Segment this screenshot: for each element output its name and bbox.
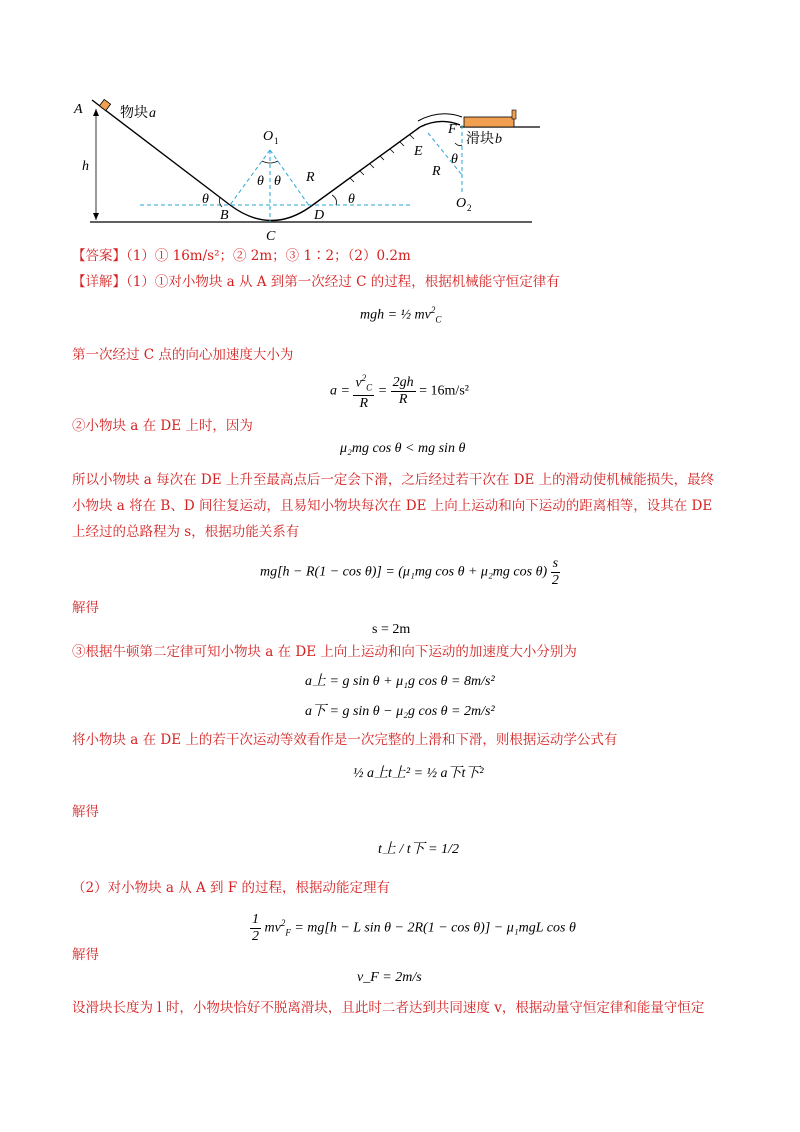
label-theta-4: θ <box>348 192 355 207</box>
detail-line-10: 解得 <box>72 804 99 820</box>
equation-9: t上 / t下 = 1/2 <box>378 842 460 857</box>
label-R1: R <box>306 170 315 185</box>
label-O1: O <box>263 129 274 144</box>
answer-line <box>72 246 411 266</box>
label-block-a: 物块 <box>120 105 148 121</box>
label-block-a-var: a <box>149 106 156 121</box>
label-theta-2: θ <box>257 174 264 189</box>
detail-line-2: 第一次经过 C 点的向心加速度大小为 <box>72 347 294 363</box>
label-slider-b-var: b <box>495 132 502 147</box>
equation-10-text: mg[h − L sin θ − 2R(1 − cos θ)] − μ₁mgL cos θ <box>307 920 576 936</box>
equation-6: a上 = g sin θ + μ₁g cos θ = 8m/s² <box>305 674 495 689</box>
label-O2-sub: 2 <box>467 203 472 213</box>
label-h: h <box>82 159 89 174</box>
detail-line-6: 上经过的总路程为 s，根据功能关系有 <box>72 524 300 540</box>
detail-line-5: 小物块 a 将在 B、D 间往复运动，且易知小物块每次在 DE 上向上运动和向下运动的距离相等，设其在 DE <box>72 498 713 514</box>
equation-3: μ₂mg cos θ < mg sin θ <box>340 441 466 456</box>
label-R2: R <box>432 164 441 179</box>
equation-8: ½ a上t上² = ½ a下t下² <box>353 766 484 781</box>
equation-11: v_F = 2m/s <box>357 970 422 985</box>
detail-line-1 <box>72 272 560 292</box>
answer-text: （1）① 16m/s²；② 2m；③ 1∶2；（2）0.2m <box>126 248 411 264</box>
physics-diagram <box>70 95 550 245</box>
equation-2: a = $\frac{v^2_C}{R}$ = $\frac{2gh}{R}$ = 16m/s² <box>330 370 469 412</box>
label-E: E <box>414 144 423 159</box>
label-O1-sub: 1 <box>274 136 279 146</box>
equation-1-text: mgh = ½ mv <box>360 307 431 323</box>
equation-2-lhs: a = <box>330 383 350 399</box>
detail-text-1: （1）①对小物块 a 从 A 到第一次经过 C 的过程，根据机械能守恒定律有 <box>126 274 560 290</box>
label-D: D <box>314 208 325 223</box>
equation-1: mgh = ½ $mv^2_C$ <box>360 305 442 325</box>
detail-line-13: 设滑块长度为 l 时，小物块恰好不脱离滑块，且此时二者达到共同速度 v，根据动量守恒定律和能量守恒定 <box>72 1000 705 1016</box>
label-theta-1: θ <box>202 192 209 207</box>
detail-tag: 【详解】 <box>72 274 126 290</box>
equation-5: s = 2m <box>372 622 411 637</box>
detail-line-11: （2）对小物块 a 从 A 到 F 的过程，根据动能定理有 <box>72 880 391 896</box>
detail-line-8: ③根据牛顿第二定律可知小物块 a 在 DE 上向上运动和向下运动的加速度大小分别为 <box>72 644 577 660</box>
equation-4-text: mg[h − R(1 − cos θ)] = (μ₁mg cos θ + μ₂mg cos θ) <box>260 564 548 580</box>
equation-10: $\frac{1}{2}$ $mv^2_F = mg[h - L$ sin θ − 2R(1 − cos θ)] − μ₁mgL cos θ <box>252 912 576 944</box>
label-theta-5: θ <box>451 152 458 167</box>
label-O2: O <box>456 196 467 211</box>
detail-line-4: 所以小物块 a 每次在 DE 上升至最高点后一定会下滑，之后经过若干次在 DE 上的滑动使机械能损失，最终 <box>72 472 715 488</box>
detail-line-9: 将小物块 a 在 DE 上的若干次运动等效看作是一次完整的上滑和下滑，则根据运动学公式有 <box>72 732 618 748</box>
detail-line-12: 解得 <box>72 947 99 963</box>
equation-7: a下 = g sin θ − μ₂g cos θ = 2m/s² <box>305 704 495 719</box>
label-theta-3: θ <box>274 174 281 189</box>
equation-4: mg[h − R(1 − cos θ)] = (μ₁mg cos θ + μ₂mg cos θ) $\frac{s}{2}$ <box>260 556 559 588</box>
answer-tag: 【答案】 <box>72 248 126 264</box>
label-slider-b: 滑块 <box>466 131 494 147</box>
label-F: F <box>448 122 457 137</box>
label-C: C <box>266 229 276 244</box>
equation-2-result: = 16m/s² <box>419 383 469 399</box>
detail-line-7: 解得 <box>72 600 99 616</box>
detail-line-3: ②小物块 a 在 DE 上时，因为 <box>72 418 253 434</box>
label-B: B <box>220 208 229 223</box>
label-A: A <box>74 102 83 117</box>
